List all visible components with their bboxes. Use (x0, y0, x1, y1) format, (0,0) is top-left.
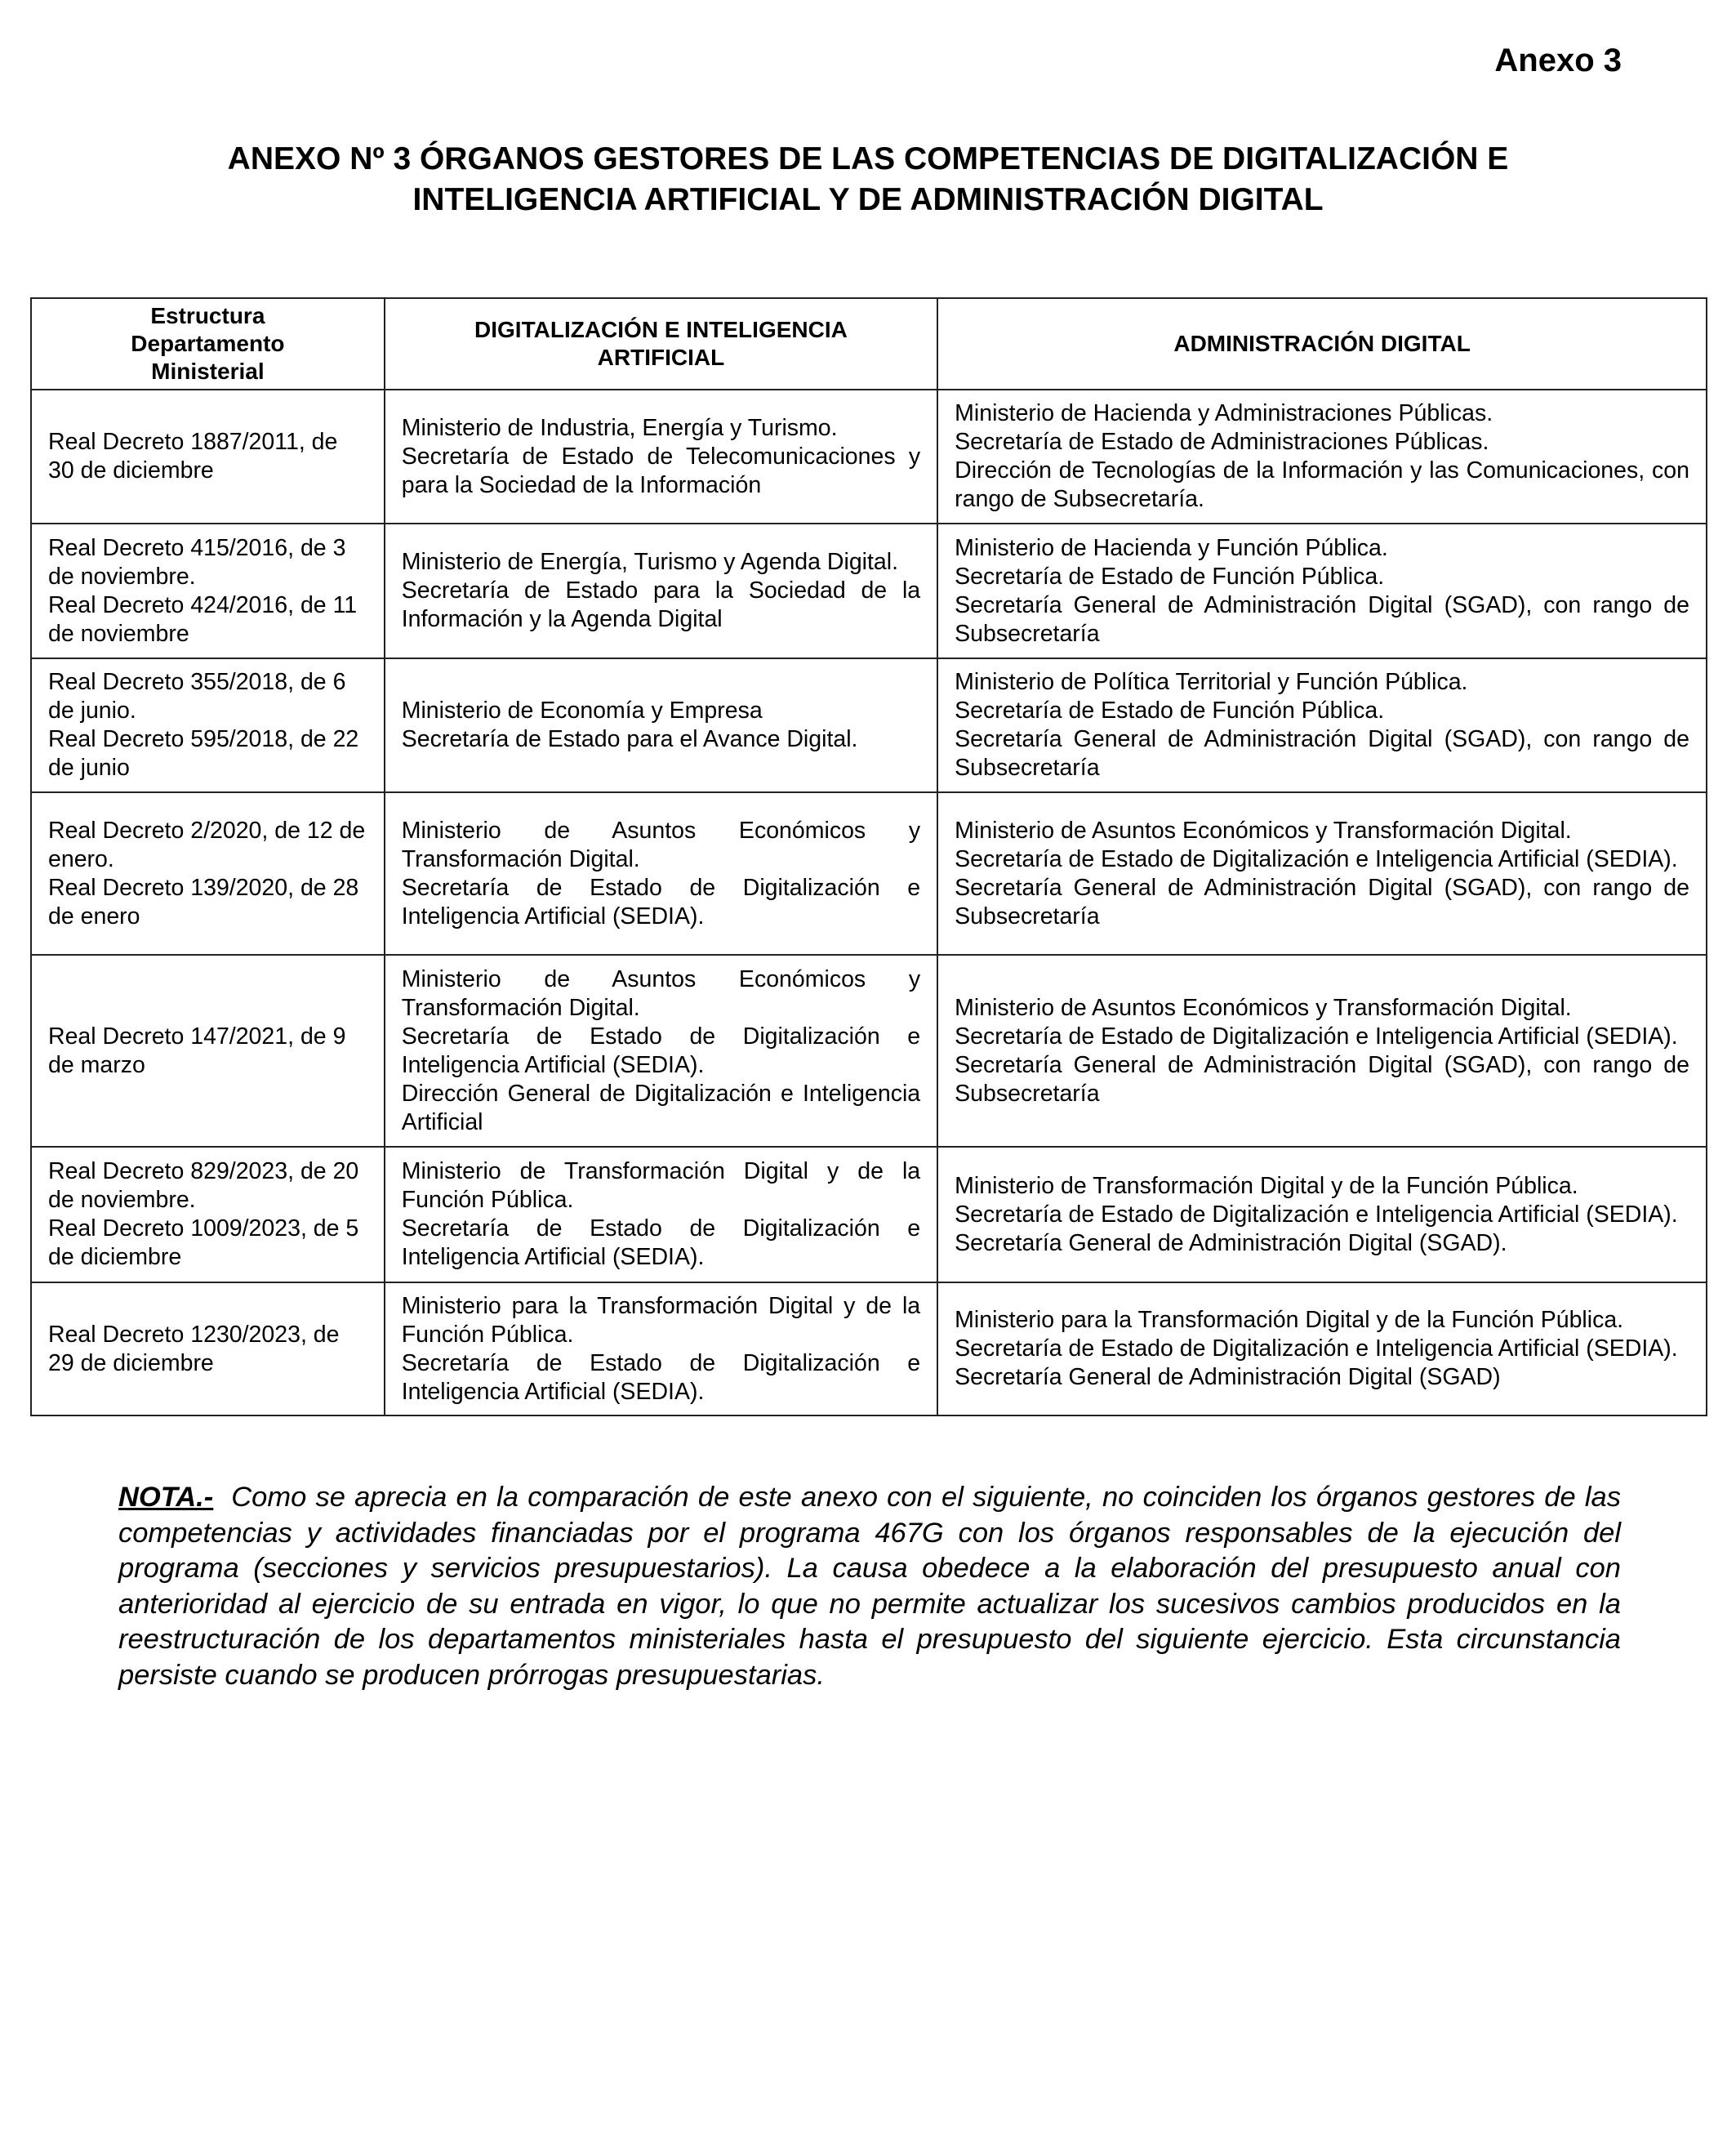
table-row (31, 1282, 1707, 1415)
cell-line: Real Decreto 595/2018, de 22 de junio (48, 726, 359, 781)
cell-line: Secretaría de Estado para el Avance Digital. (401, 726, 858, 752)
cell-line: Dirección de Tecnologías de la Información y las Comunicaciones, con rango de Subsecretaría. (955, 457, 1689, 512)
cell-line: Secretaría General de Administración Digital (SGAD), con rango de Subsecretaría (955, 874, 1689, 930)
table-row (31, 524, 1707, 658)
cell-line: Secretaría General de Administración Digital (SGAD), con rango de Subsecretaría (955, 1051, 1689, 1107)
cell-line: Secretaría de Estado de Administraciones Públicas. (955, 429, 1489, 455)
note-label: NOTA.- (118, 1482, 214, 1513)
table-row (31, 955, 1707, 1147)
cell-line: Real Decreto 2/2020, de 12 de enero. (48, 817, 366, 872)
cell-line: Ministerio para la Transformación Digital y de la Función Pública. (401, 1292, 921, 1348)
cell-line: Secretaría General de Administración Digital (SGAD), con rango de Subsecretaría (955, 726, 1689, 781)
cell-line: Dirección General de Digitalización e Inteligencia Artificial (401, 1080, 921, 1135)
table-row (31, 1147, 1707, 1282)
cell-line: Secretaría General de Administración Digital (SGAD). (955, 1229, 1507, 1256)
cell-line: Ministerio de Transformación Digital y de la Función Pública. (955, 1172, 1578, 1199)
digitalizacion-cell (385, 524, 937, 658)
digitalizacion-cell (385, 658, 937, 792)
structure-cell (31, 524, 385, 658)
cell-line: Ministerio de Asuntos Económicos y Transformación Digital. (955, 994, 1572, 1021)
note-text: Como se aprecia en la comparación de este anexo con el siguiente, no coinciden los órganos gestores de las competencias y actividades financiadas por el programa 467G con los órganos responsables de la ejecución del programa (secciones y servicios presupuestarios). La causa obedece a la elaboración del presupuesto anual con anterioridad al ejercicio de su entrada en vigor, lo que no permite actualizar los sucesivos cambios producidos en la reestructuración de los departamentos ministeriales hasta el presupuesto del siguiente ejercicio. Esta circunstancia persiste cuando se producen prórrogas presupuestarias. (118, 1482, 1621, 1691)
cell-line: Real Decreto 147/2021, de 9 de marzo (48, 1023, 346, 1078)
cell-line: Secretaría de Estado de Digitalización e Inteligencia Artificial (SEDIA). (401, 1215, 921, 1270)
header-structure: Estructura Departamento Ministerial (31, 298, 385, 390)
cell-line: Ministerio de Transformación Digital y de la Función Pública. (401, 1158, 921, 1213)
administracion-cell (937, 658, 1707, 792)
structure-cell (31, 792, 385, 955)
table-row (31, 658, 1707, 792)
cell-line: Secretaría General de Administración Digital (SGAD) (955, 1364, 1501, 1390)
cell-line: Real Decreto 1887/2011, de 30 de diciembre (48, 429, 338, 484)
cell-line: Ministerio de Hacienda y Administraciones Públicas. (955, 400, 1493, 426)
digitalizacion-cell (385, 1147, 937, 1282)
structure-cell (31, 1282, 385, 1415)
administracion-cell (937, 955, 1707, 1147)
cell-line: Secretaría de Estado de Digitalización e Inteligencia Artificial (SEDIA). (955, 1335, 1678, 1362)
cell-line: Ministerio de Asuntos Económicos y Transformación Digital. (955, 817, 1572, 844)
cell-line: Secretaría de Estado de Función Pública. (955, 698, 1385, 724)
structure-cell (31, 390, 385, 524)
header-administracion: ADMINISTRACIÓN DIGITAL (937, 298, 1707, 390)
cell-line: Secretaría de Estado de Digitalización e Inteligencia Artificial (SEDIA). (955, 845, 1678, 872)
cell-line: Ministerio de Industria, Energía y Turismo. (401, 414, 838, 441)
table-header-row (31, 298, 1707, 390)
cell-line: Secretaría de Estado de Digitalización e Inteligencia Artificial (SEDIA). (955, 1023, 1678, 1050)
cell-line: Ministerio de Energía, Turismo y Agenda Digital. (401, 549, 899, 575)
cell-line: Real Decreto 424/2016, de 11 de noviembre (48, 591, 358, 647)
cell-line: Real Decreto 139/2020, de 28 de enero (48, 874, 359, 930)
structure-cell (31, 1147, 385, 1282)
digitalizacion-cell (385, 955, 937, 1147)
cell-line: Ministerio de Hacienda y Función Pública. (955, 534, 1388, 561)
administracion-cell (937, 1282, 1707, 1415)
organs-table (30, 297, 1707, 1416)
cell-line: Secretaría de Estado de Digitalización e Inteligencia Artificial (SEDIA). (401, 1349, 921, 1405)
administracion-cell (937, 390, 1707, 524)
cell-line: Real Decreto 1009/2023, de 5 de diciembre (48, 1215, 359, 1270)
structure-cell (31, 658, 385, 792)
cell-line: Ministerio de Política Territorial y Función Pública. (955, 669, 1468, 695)
structure-cell (31, 955, 385, 1147)
cell-line: Ministerio de Economía y Empresa (401, 698, 763, 724)
annex-label: Anexo 3 (1494, 42, 1622, 78)
page-title: ANEXO Nº 3 ÓRGANOS GESTORES DE LAS COMPETENCIAS DE DIGITALIZACIÓN E INTELIGENCIA ARTIFICIAL Y DE ADMINISTRACIÓN DIGITAL (227, 141, 1509, 217)
digitalizacion-cell (385, 1282, 937, 1415)
cell-line: Real Decreto 1230/2023, de 29 de diciembre (48, 1321, 340, 1376)
cell-line: Secretaría de Estado de Digitalización e Inteligencia Artificial (SEDIA). (401, 1023, 921, 1078)
cell-line: Secretaría de Estado de Digitalización e Inteligencia Artificial (SEDIA). (955, 1201, 1678, 1228)
administracion-cell (937, 524, 1707, 658)
cell-line: Real Decreto 829/2023, de 20 de noviembre. (48, 1158, 359, 1213)
table-row (31, 390, 1707, 524)
cell-line: Real Decreto 415/2016, de 3 de noviembre. (48, 534, 346, 590)
table-row (31, 792, 1707, 955)
administracion-cell (937, 1147, 1707, 1282)
cell-line: Secretaría de Estado de Función Pública. (955, 563, 1385, 590)
header-digitalizacion: DIGITALIZACIÓN E INTELIGENCIA ARTIFICIAL (385, 298, 937, 390)
cell-line: Secretaría General de Administración Digital (SGAD), con rango de Subsecretaría (955, 591, 1689, 647)
cell-line: Secretaría de Estado para la Sociedad de la Información y la Agenda Digital (401, 577, 921, 632)
note (118, 1480, 1621, 1693)
digitalizacion-cell (385, 390, 937, 524)
cell-line: Secretaría de Estado de Digitalización e Inteligencia Artificial (SEDIA). (401, 874, 921, 930)
cell-line: Ministerio de Asuntos Económicos y Transformación Digital. (401, 817, 921, 872)
cell-line: Ministerio para la Transformación Digital y de la Función Pública. (955, 1307, 1624, 1333)
digitalizacion-cell (385, 792, 937, 955)
cell-line: Ministerio de Asuntos Económicos y Transformación Digital. (401, 965, 921, 1021)
cell-line: Real Decreto 355/2018, de 6 de junio. (48, 669, 346, 724)
administracion-cell (937, 792, 1707, 955)
cell-line: Secretaría de Estado de Telecomunicaciones y para la Sociedad de la Información (401, 443, 921, 498)
